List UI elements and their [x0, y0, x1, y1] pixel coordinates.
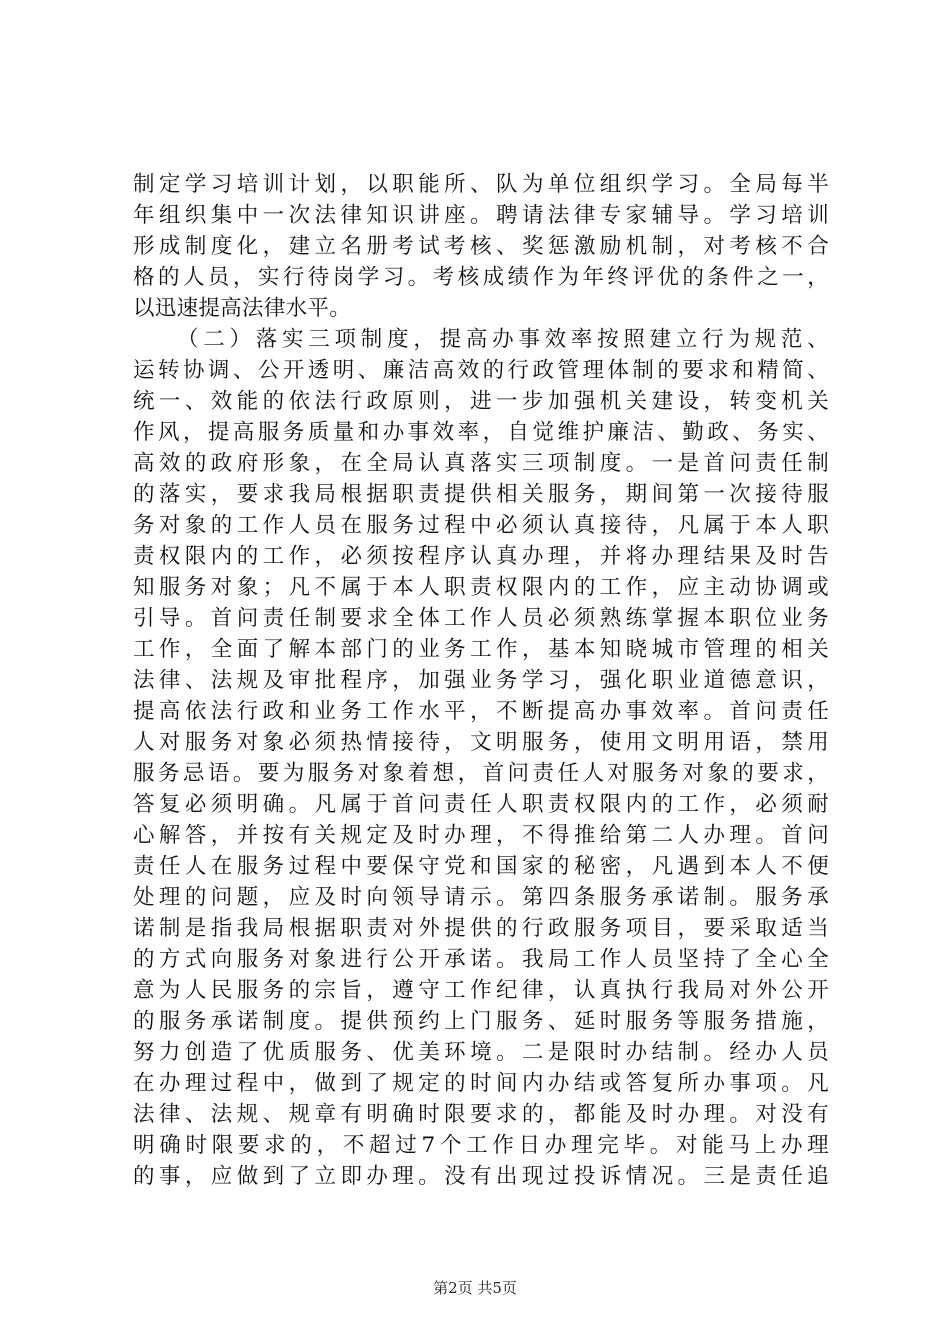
- text-line: 统一、效能的依法行政原则，进一步加强机关建设，转变机关: [133, 389, 829, 414]
- text-line: 务对象的工作人员在服务过程中必须认真接待，凡属于本人职: [133, 513, 829, 538]
- text-line: 制定学习培训计划，以职能所、队为单位组织学习。全局每半: [133, 172, 829, 197]
- text-line: （二）落实三项制度，提高办事效率按照建立行为规范、: [177, 327, 829, 352]
- page-number: 第2页 共5页: [433, 1279, 517, 1297]
- text-line: 责权限内的工作，必须按程序认真办理，并将办理结果及时告: [133, 544, 829, 569]
- text-line: 的事，应做到了立即办理。没有出现过投诉情况。三是责任追: [133, 1164, 829, 1189]
- text-line: 意为人民服务的宗旨，遵守工作纪律，认真执行我局对外公开: [133, 978, 829, 1003]
- text-line: 以迅速提高法律水平。: [133, 296, 352, 321]
- text-line: 的落实，要求我局根据职责提供相关服务，期间第一次接待服: [133, 482, 829, 507]
- paragraph-2: [133, 324, 829, 1192]
- page-footer: [0, 1278, 950, 1298]
- text-line: 在办理过程中，做到了规定的时间内办结或答复所办事项。凡: [133, 1071, 829, 1096]
- text-line: 知服务对象；凡不属于本人职责权限内的工作，应主动协调或: [133, 575, 829, 600]
- text-line: 责任人在服务过程中要保守党和国家的秘密，凡遇到本人不便: [133, 854, 829, 879]
- text-line: 法律、法规及审批程序，加强业务学习，强化职业道德意识，: [133, 668, 829, 693]
- text-line: 答复必须明确。凡属于首问责任人职责权限内的工作，必须耐: [133, 792, 829, 817]
- text-line: 心解答，并按有关规定及时办理，不得推给第二人办理。首问: [133, 823, 829, 848]
- text-line: 法律、法规、规章有明确时限要求的，都能及时办理。对没有: [133, 1102, 829, 1127]
- text-line: 形成制度化，建立名册考试考核、奖惩激励机制，对考核不合: [133, 234, 829, 259]
- text-line: 明确时限要求的，不超过7个工作日办理完毕。对能马上办理: [133, 1133, 829, 1158]
- text-line: 的方式向服务对象进行公开承诺。我局工作人员坚持了全心全: [133, 947, 829, 972]
- text-line: 作风，提高服务质量和办事效率，自觉维护廉洁、勤政、务实、: [133, 420, 829, 445]
- text-line: 高效的政府形象，在全局认真落实三项制度。一是首问责任制: [133, 451, 829, 476]
- text-line: 努力创造了优质服务、优美环境。二是限时办结制。经办人员: [133, 1040, 829, 1065]
- text-line: 工作，全面了解本部门的业务工作，基本知晓城市管理的相关: [133, 637, 829, 662]
- text-line: 提高依法行政和业务工作水平，不断提高办事效率。首问责任: [133, 699, 829, 724]
- text-line: 的服务承诺制度。提供预约上门服务、延时服务等服务措施，: [133, 1009, 829, 1034]
- text-line: 服务忌语。要为服务对象着想，首问责任人对服务对象的要求，: [133, 761, 829, 786]
- text-line: 处理的问题，应及时向领导请示。第四条服务承诺制。服务承: [133, 885, 829, 910]
- text-line: 人对服务对象必须热情接待，文明服务，使用文明用语，禁用: [133, 730, 829, 755]
- text-line: 年组织集中一次法律知识讲座。聘请法律专家辅导。学习培训: [133, 203, 829, 228]
- text-line: 运转协调、公开透明、廉洁高效的行政管理体制的要求和精简、: [133, 358, 829, 383]
- text-line: 引导。首问责任制要求全体工作人员必须熟练掌握本职位业务: [133, 606, 829, 631]
- text-line: 诺制是指我局根据职责对外提供的行政服务项目，要采取适当: [133, 916, 829, 941]
- text-line: 格的人员，实行待岗学习。考核成绩作为年终评优的条件之一，: [133, 265, 829, 290]
- document-body: [133, 169, 829, 1192]
- paragraph-1: [133, 169, 829, 324]
